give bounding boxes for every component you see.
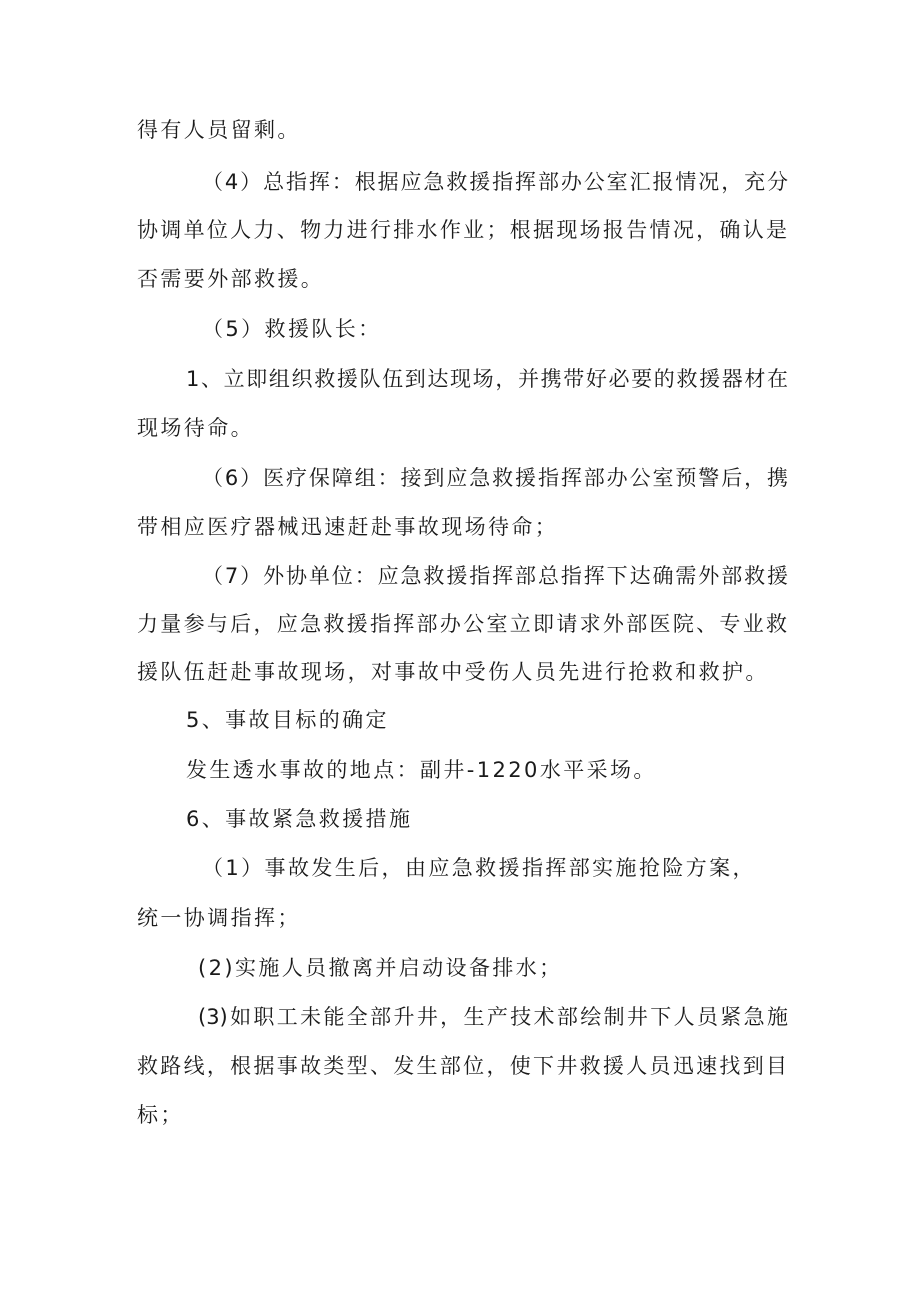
text-line: （4）总指挥：根据应急救援指挥部办公室汇报情况，充分 — [202, 170, 788, 194]
text-line: (2)实施人员撤离并启动设备排水； — [198, 956, 563, 980]
text-line: 带相应医疗器械迅速赶赴事故现场待命； — [137, 515, 559, 539]
text-line: 援队伍赶赴事故现场，对事故中受伤人员先进行抢救和救护。 — [137, 660, 769, 684]
text-line: 现场待命。 — [137, 416, 254, 440]
text-line: 统一协调指挥； — [137, 906, 301, 930]
text-line: 协调单位人力、物力进行排水作业；根据现场报告情况，确认是 — [137, 218, 787, 242]
text-line: 1、立即组织救援队伍到达现场，并携带好必要的救援器材在 — [186, 367, 788, 391]
text-line: 救路线，根据事故类型、发生部位，使下井救援人员迅速找到目 — [137, 1054, 787, 1078]
section-heading: 5、事故目标的确定 — [186, 708, 389, 732]
text-line: 否需要外部救援。 — [137, 267, 325, 291]
text-line: （7）外协单位：应急救援指挥部总指挥下达确需外部救援 — [202, 564, 788, 588]
text-line: （6）医疗保障组：接到应急救援指挥部办公室预警后，携 — [202, 466, 788, 490]
section-heading: 6、事故紧急救援措施 — [186, 807, 413, 831]
text-line: 力量参与后，应急救援指挥部办公室立即请求外部医院、专业救 — [137, 612, 787, 636]
text-line: 标； — [137, 1103, 184, 1127]
text-line: （1）事故发生后，由应急救援指挥部实施抢险方案， — [202, 856, 756, 880]
text-line: （5）救援队长： — [202, 317, 382, 341]
text-line: (3)如职工未能全部升井，生产技术部绘制井下人员紧急施 — [198, 1005, 788, 1029]
text-line: 得有人员留剩。 — [137, 118, 301, 142]
text-line: 发生透水事故的地点：副井-1220水平采场。 — [186, 758, 657, 782]
